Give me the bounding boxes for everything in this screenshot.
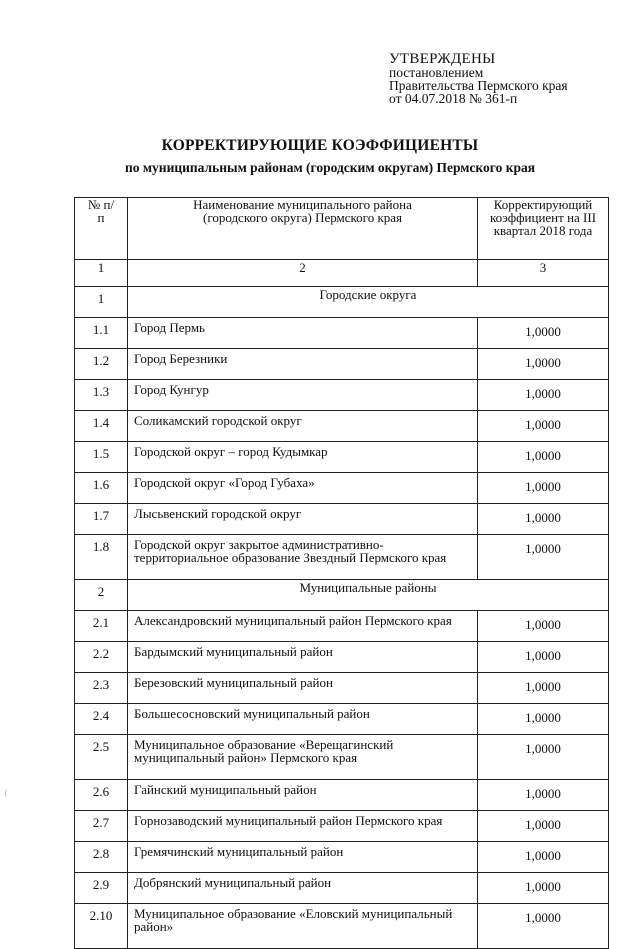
row-coefficient: 1,0000 — [478, 735, 609, 780]
row-name: Добрянский муниципальный район — [128, 873, 478, 904]
row-number: 2.3 — [75, 673, 128, 704]
row-number: 2.7 — [75, 811, 128, 842]
row-number: 2.1 — [75, 611, 128, 642]
table-row — [75, 442, 609, 473]
row-name: Муниципальное образование «Верещагинский муниципальный район» Пермского края — [128, 735, 478, 780]
row-number: 2.6 — [75, 780, 128, 811]
row-coefficient: 1,0000 — [478, 473, 609, 504]
row-coefficient: 1,0000 — [478, 318, 609, 349]
table-row — [75, 349, 609, 380]
row-number: 1.8 — [75, 535, 128, 580]
row-name: Городской округ «Город Губаха» — [128, 473, 478, 504]
row-name: Бардымский муниципальный район — [128, 642, 478, 673]
row-name: Городской округ закрытое административно-территориальное образование Звездный Пермского края — [128, 535, 478, 580]
section-label: Муниципальные районы — [128, 580, 609, 611]
row-number: 1.7 — [75, 504, 128, 535]
row-number: 1.3 — [75, 380, 128, 411]
row-coefficient: 1,0000 — [478, 811, 609, 842]
row-coefficient: 1,0000 — [478, 611, 609, 642]
row-number: 1.6 — [75, 473, 128, 504]
table-row — [75, 318, 609, 349]
header-num: № п/п — [75, 198, 128, 260]
row-name: Горнозаводский муниципальный район Пермского края — [128, 811, 478, 842]
row-coefficient: 1,0000 — [478, 780, 609, 811]
column-number: 2 — [128, 260, 478, 287]
row-number: 1.2 — [75, 349, 128, 380]
row-name: Гремячинский муниципальный район — [128, 842, 478, 873]
row-name: Большесосновский муниципальный район — [128, 704, 478, 735]
column-numbers-row — [75, 260, 609, 287]
row-name: Муниципальное образование «Еловский муниципальный район» — [128, 904, 478, 949]
table-row — [75, 473, 609, 504]
row-number: 2.10 — [75, 904, 128, 949]
section-number: 2 — [75, 580, 128, 611]
approval-line: Правительства Пермского края — [389, 78, 568, 93]
row-number: 2.9 — [75, 873, 128, 904]
row-name: Березовский муниципальный район — [128, 673, 478, 704]
row-coefficient: 1,0000 — [478, 411, 609, 442]
coefficients-table — [74, 197, 609, 949]
row-number: 2.4 — [75, 704, 128, 735]
row-name: Город Березники — [128, 349, 478, 380]
row-name: Соликамский городской округ — [128, 411, 478, 442]
column-number: 3 — [478, 260, 609, 287]
row-coefficient: 1,0000 — [478, 504, 609, 535]
row-name: Лысьвенский городской округ — [128, 504, 478, 535]
row-name: Город Пермь — [128, 318, 478, 349]
table-row — [75, 811, 609, 842]
table-row — [75, 611, 609, 642]
table-row — [75, 504, 609, 535]
table-row — [75, 642, 609, 673]
row-name: Город Кунгур — [128, 380, 478, 411]
section-row — [75, 580, 609, 611]
table-row — [75, 842, 609, 873]
approval-block — [389, 52, 634, 105]
margin-mark: ∕ — [2, 788, 9, 798]
table-row — [75, 673, 609, 704]
row-number: 2.8 — [75, 842, 128, 873]
approval-date: от 04.07.2018 № 361-п — [389, 91, 518, 106]
row-name: Гайнский муниципальный район — [128, 780, 478, 811]
approval-line: постановлением — [389, 65, 484, 80]
row-coefficient: 1,0000 — [478, 704, 609, 735]
row-number: 2.2 — [75, 642, 128, 673]
table-row — [75, 704, 609, 735]
row-coefficient: 1,0000 — [478, 673, 609, 704]
row-coefficient: 1,0000 — [478, 380, 609, 411]
row-number: 1.1 — [75, 318, 128, 349]
table-row — [75, 380, 609, 411]
document-title: КОРРЕКТИРУЮЩИЕ КОЭФФИЦИЕНТЫ — [161, 137, 479, 154]
row-coefficient: 1,0000 — [478, 873, 609, 904]
table-row — [75, 873, 609, 904]
row-coefficient: 1,0000 — [478, 642, 609, 673]
document-subtitle: по муниципальным районам (городским округам) Пермского края — [124, 160, 536, 175]
section-label: Городские округа — [128, 287, 609, 318]
row-number: 1.5 — [75, 442, 128, 473]
section-row — [75, 287, 609, 318]
row-coefficient: 1,0000 — [478, 442, 609, 473]
header-row — [75, 198, 609, 260]
table-row — [75, 735, 609, 780]
row-coefficient: 1,0000 — [478, 904, 609, 949]
column-number: 1 — [75, 260, 128, 287]
row-coefficient: 1,0000 — [478, 349, 609, 380]
row-number: 1.4 — [75, 411, 128, 442]
approval-heading: УТВЕРЖДЕНЫ — [389, 51, 496, 67]
row-name: Городской округ – город Кудымкар — [128, 442, 478, 473]
row-name: Александровский муниципальный район Пермского края — [128, 611, 478, 642]
table-row — [75, 411, 609, 442]
table-row — [75, 535, 609, 580]
section-number: 1 — [75, 287, 128, 318]
row-number: 2.5 — [75, 735, 128, 780]
row-coefficient: 1,0000 — [478, 535, 609, 580]
table-row — [75, 904, 609, 949]
header-name: Наименование муниципального района (городского округа) Пермского края — [128, 198, 478, 260]
row-coefficient: 1,0000 — [478, 842, 609, 873]
table-row — [75, 780, 609, 811]
header-coef: Корректирующий коэффициент на III квартал 2018 года — [478, 198, 609, 260]
